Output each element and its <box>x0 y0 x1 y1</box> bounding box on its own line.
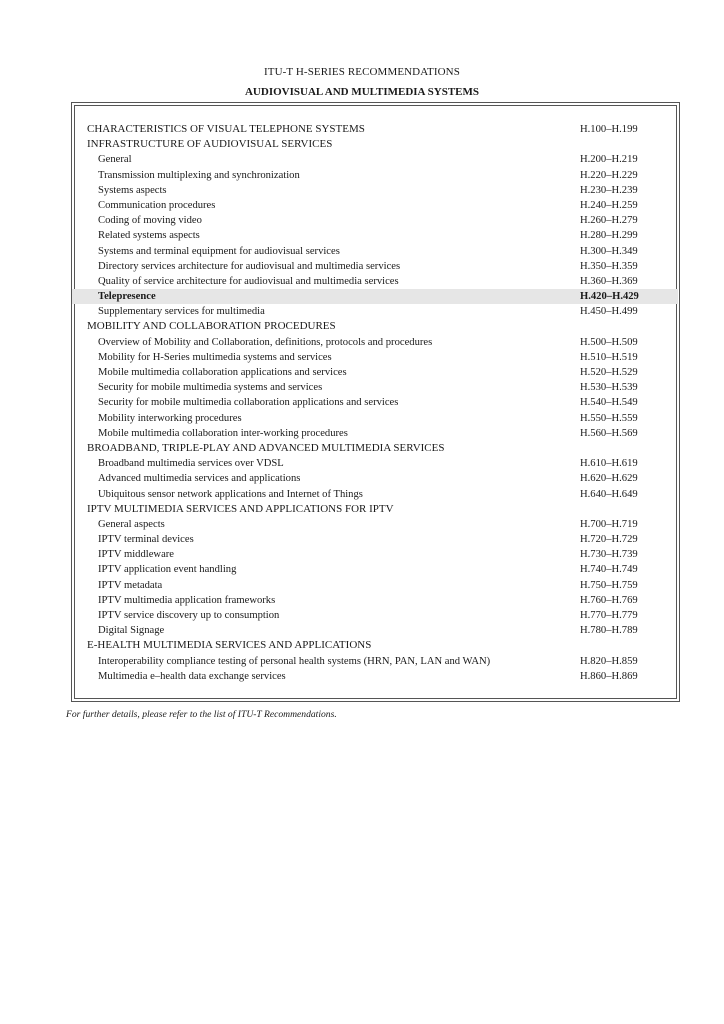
range-text: H.360–H.369 <box>580 275 638 287</box>
recommendations-table <box>72 122 678 684</box>
table-row <box>72 274 678 289</box>
range-text: H.740–H.749 <box>580 564 638 576</box>
row-label: Mobility interworking procedures <box>98 412 242 424</box>
table-row <box>72 213 678 228</box>
row-label: IPTV application event handling <box>98 564 237 576</box>
range-text: H.200–H.219 <box>580 154 638 166</box>
range-text: H.750–H.759 <box>580 579 638 591</box>
row-label: Overview of Mobility and Collaboration, definitions, protocols and procedures <box>98 336 433 348</box>
row-label: Security for mobile multimedia collaboration applications and services <box>98 397 399 409</box>
row-label: Digital Signage <box>98 625 165 637</box>
row-label: Mobile multimedia collaboration inter-working procedures <box>98 427 348 439</box>
range-text: H.540–H.549 <box>580 397 638 409</box>
row-label: IPTV multimedia application frameworks <box>98 594 276 606</box>
range-text: H.860–H.869 <box>580 670 638 682</box>
row-label: Mobility for H-Series multimedia systems and services <box>98 351 332 363</box>
table-row <box>72 122 678 137</box>
range-text: H.280–H.299 <box>580 230 638 242</box>
range-text: H.510–H.519 <box>580 351 638 363</box>
table-row <box>72 244 678 259</box>
range-text: H.780–H.789 <box>580 625 638 637</box>
row-label: Systems aspects <box>98 184 167 196</box>
table-row <box>72 380 678 395</box>
row-label: General aspects <box>98 518 165 530</box>
table-row <box>72 395 678 410</box>
range-text: H.610–H.619 <box>580 458 638 470</box>
table-row <box>72 502 678 517</box>
range-text: H.720–H.729 <box>580 534 638 546</box>
table-row <box>72 547 678 562</box>
range-text: H.530–H.539 <box>580 382 638 394</box>
table-row <box>72 456 678 471</box>
table-row <box>72 562 678 577</box>
row-label: Ubiquitous sensor network applications and Internet of Things <box>98 488 363 500</box>
table-row <box>72 532 678 547</box>
range-text: H.500–H.509 <box>580 336 638 348</box>
table-row <box>72 168 678 183</box>
footer-note: For further details, please refer to the list of ITU-T Recommendations. <box>66 709 337 720</box>
table-row <box>72 517 678 532</box>
table-row <box>72 319 678 334</box>
row-label: Security for mobile multimedia systems and services <box>98 382 323 394</box>
section-heading: E-HEALTH MULTIMEDIA SERVICES AND APPLICATIONS <box>87 639 372 652</box>
table-row <box>72 365 678 380</box>
table-row <box>72 441 678 456</box>
range-text: H.450–H.499 <box>580 306 638 318</box>
range-text: H.760–H.769 <box>580 594 638 606</box>
table-row <box>72 578 678 593</box>
range-text: H.260–H.279 <box>580 215 638 227</box>
row-label: IPTV middleware <box>98 549 175 561</box>
series-subtitle: AUDIOVISUAL AND MULTIMEDIA SYSTEMS <box>244 86 479 98</box>
range-text: H.420–H.429 <box>580 291 639 303</box>
row-label: Coding of moving video <box>98 215 202 227</box>
row-label: Telepresence <box>98 291 156 303</box>
table-row <box>72 669 678 684</box>
table-row <box>72 487 678 502</box>
range-text: H.700–H.719 <box>580 518 638 530</box>
range-text: H.240–H.259 <box>580 199 638 211</box>
row-label: Broadband multimedia services over VDSL <box>98 458 284 470</box>
table-row <box>72 411 678 426</box>
row-label: Multimedia e–health data exchange services <box>98 670 286 682</box>
range-text: H.820–H.859 <box>580 655 638 667</box>
table-row <box>72 183 678 198</box>
table-row <box>72 335 678 350</box>
range-text: H.230–H.239 <box>580 184 638 196</box>
range-text: H.520–H.529 <box>580 367 638 378</box>
table-row <box>72 654 678 669</box>
table-row <box>72 638 678 653</box>
table-row <box>72 152 678 167</box>
range-text: H.550–H.559 <box>580 412 638 424</box>
row-label: General <box>98 154 132 166</box>
row-label: Transmission multiplexing and synchronization <box>98 169 300 181</box>
range-text: H.350–H.359 <box>580 260 638 272</box>
row-label: Mobile multimedia collaboration applications and services <box>98 367 347 378</box>
range-text: H.620–H.629 <box>580 473 638 485</box>
row-label: Advanced multimedia services and applications <box>98 473 301 485</box>
table-row <box>72 593 678 608</box>
range-text: H.560–H.569 <box>580 427 638 439</box>
table-row <box>72 426 678 441</box>
row-label: Systems and terminal equipment for audiovisual services <box>98 245 340 257</box>
table-row <box>72 623 678 638</box>
table-row <box>72 304 678 319</box>
row-label: Supplementary services for multimedia <box>98 306 265 318</box>
table-row-highlighted <box>72 289 678 304</box>
row-label: Interoperability compliance testing of personal health systems (HRN, PAN, LAN and WAN) <box>98 655 491 667</box>
row-label: Communication procedures <box>98 199 216 211</box>
range-text: H.640–H.649 <box>580 488 638 500</box>
row-label: IPTV service discovery up to consumption <box>98 610 280 621</box>
table-row <box>72 228 678 243</box>
row-label: IPTV terminal devices <box>98 534 194 546</box>
row-label: Directory services architecture for audiovisual and multimedia services <box>98 260 401 272</box>
range-text: H.100–H.199 <box>580 124 638 135</box>
table-row <box>72 259 678 274</box>
table-row <box>72 471 678 486</box>
table-row <box>72 608 678 623</box>
table-row <box>72 137 678 152</box>
range-text: H.300–H.349 <box>580 245 638 257</box>
section-heading: BROADBAND, TRIPLE-PLAY AND ADVANCED MULTIMEDIA SERVICES <box>87 441 445 454</box>
section-heading: IPTV MULTIMEDIA SERVICES AND APPLICATIONS FOR IPTV <box>87 502 394 515</box>
table-row <box>72 198 678 213</box>
row-label: Related systems aspects <box>98 230 200 242</box>
table-row <box>72 350 678 365</box>
section-heading: MOBILITY AND COLLABORATION PROCEDURES <box>87 320 336 333</box>
range-text: H.770–H.779 <box>580 610 638 621</box>
section-heading: INFRASTRUCTURE OF AUDIOVISUAL SERVICES <box>87 138 333 151</box>
range-text: H.220–H.229 <box>580 169 638 181</box>
range-text: H.730–H.739 <box>580 549 638 561</box>
section-heading: CHARACTERISTICS OF VISUAL TELEPHONE SYSTEMS <box>87 123 365 135</box>
row-label: Quality of service architecture for audiovisual and multimedia services <box>98 275 399 287</box>
series-title: ITU-T H-SERIES RECOMMENDATIONS <box>264 66 460 78</box>
row-label: IPTV metadata <box>98 579 163 591</box>
